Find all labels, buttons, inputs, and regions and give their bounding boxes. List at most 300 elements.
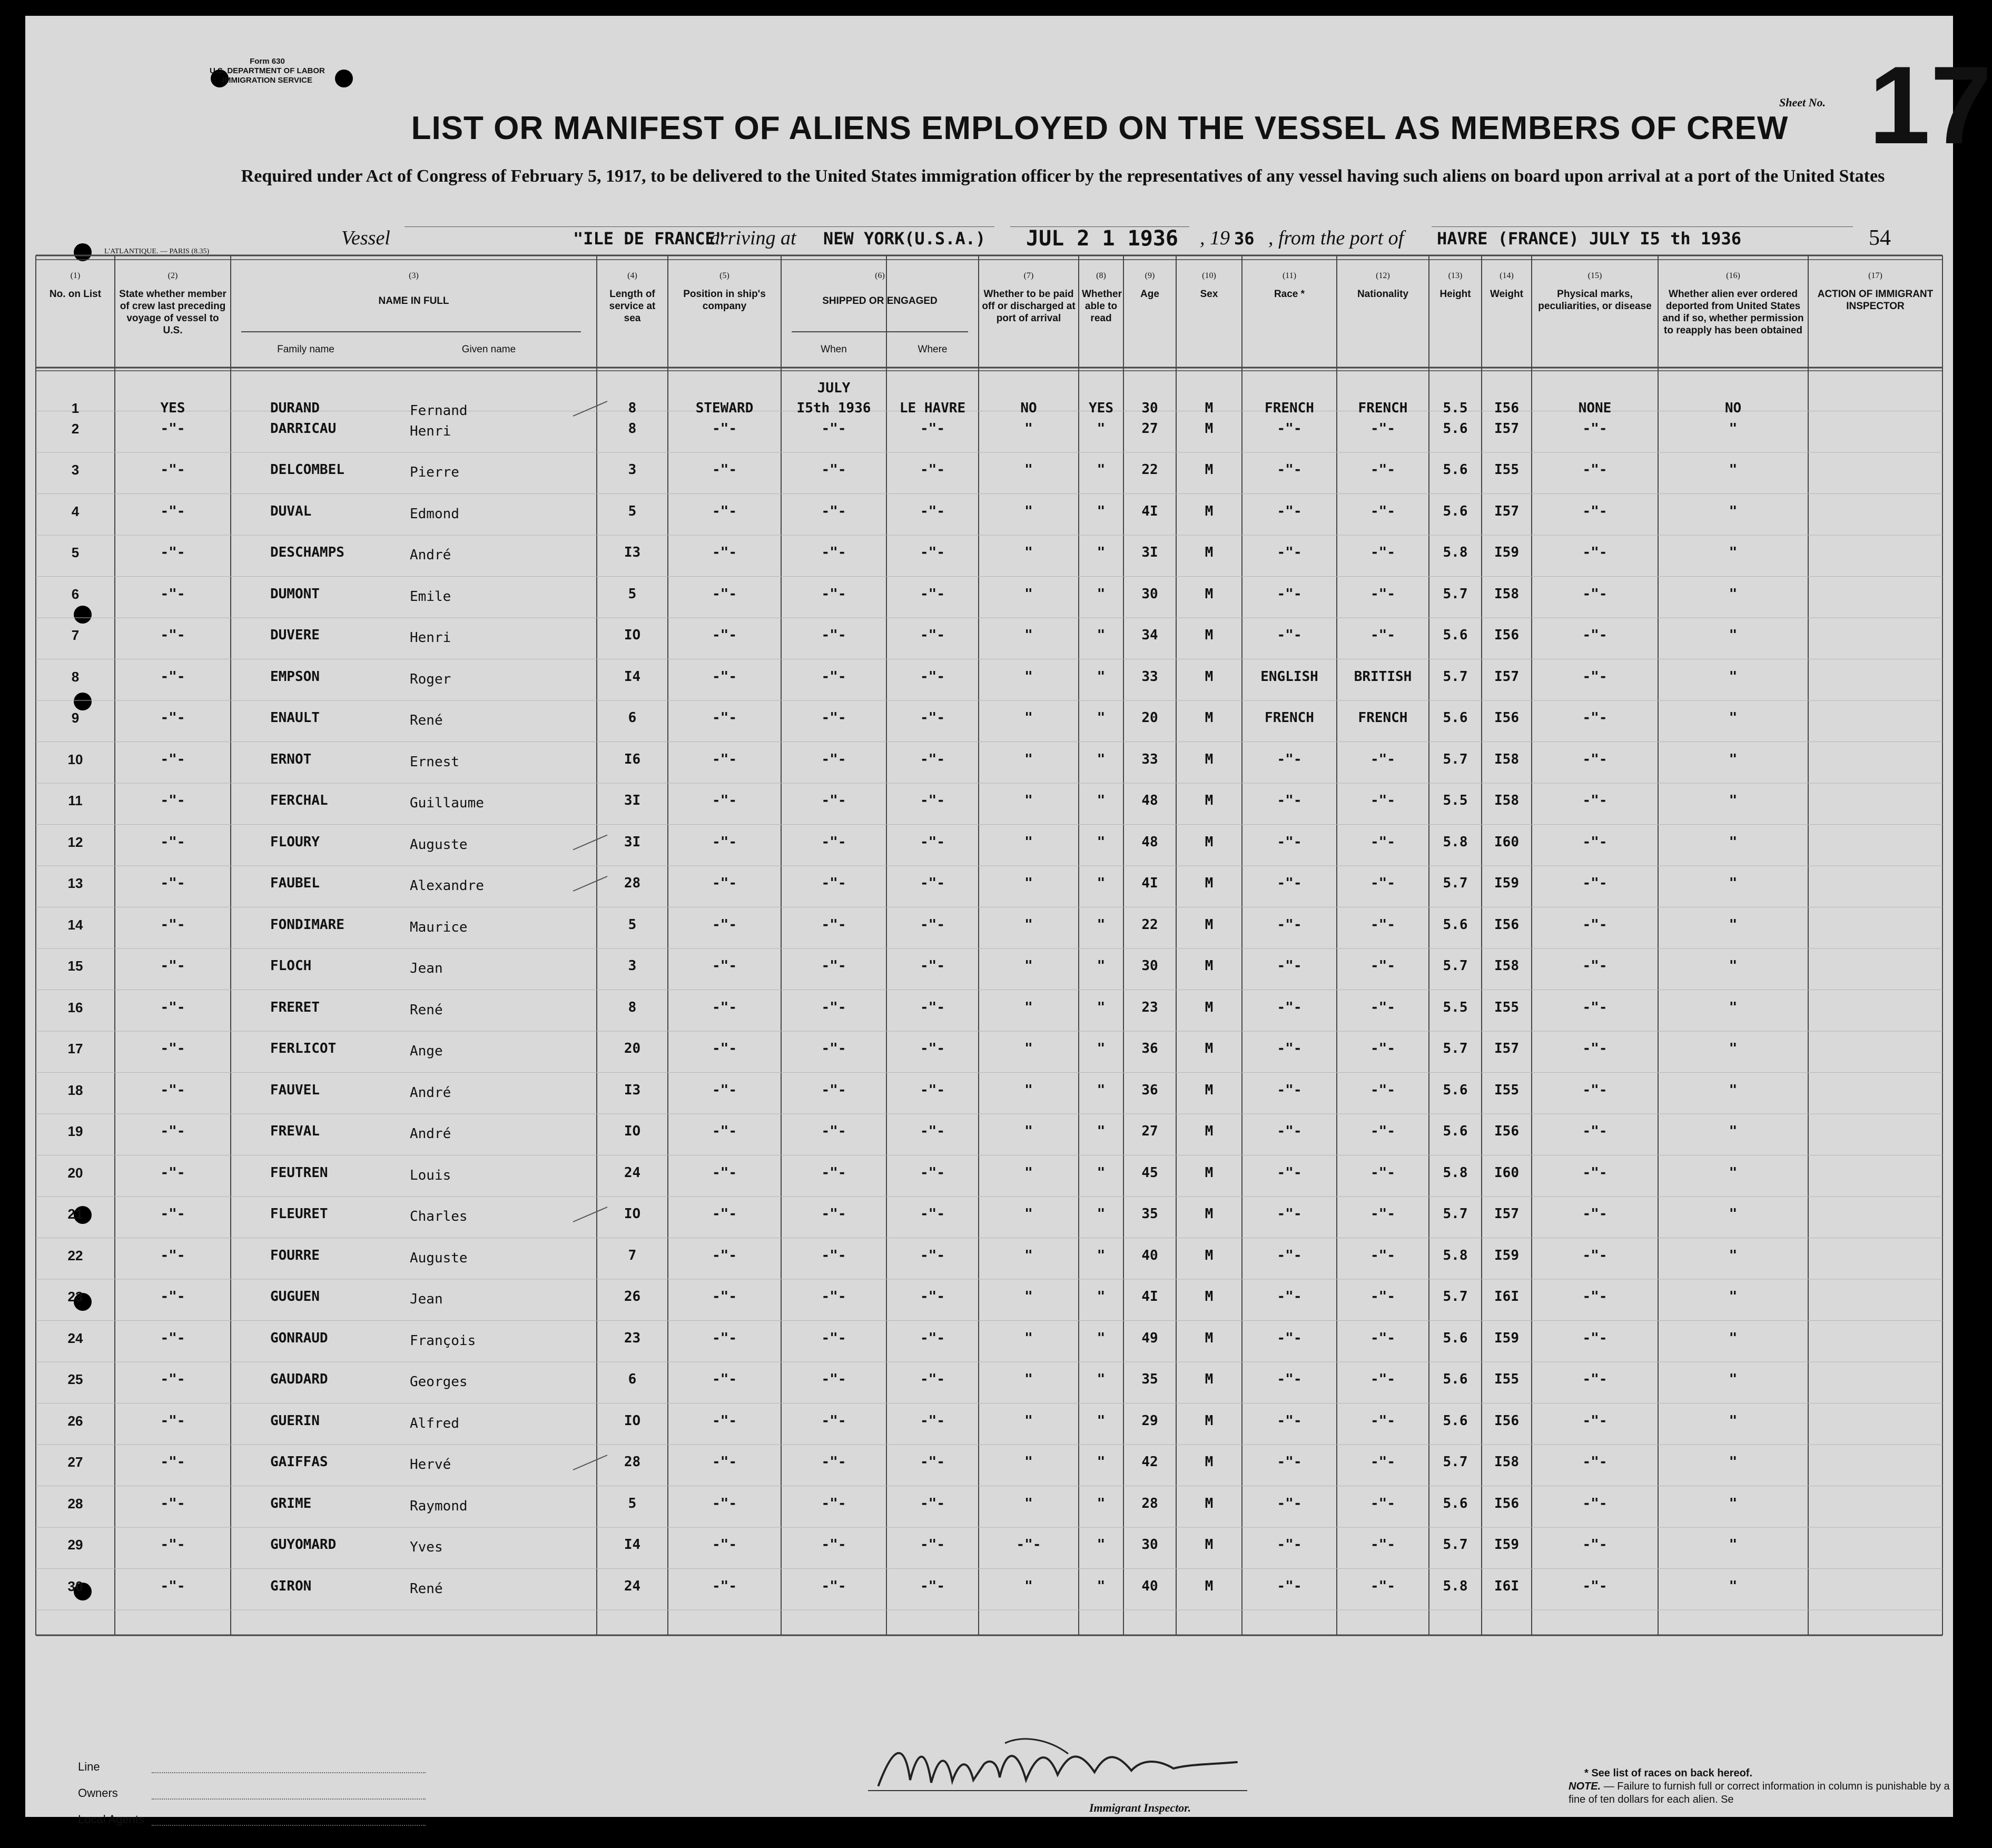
cell-marks: -"- [1582, 586, 1608, 602]
cell-weight: I58 [1494, 958, 1519, 974]
given-name: Alexandre [410, 878, 484, 894]
column-subheader: Given name [461, 344, 516, 355]
cell-deported: " [1729, 751, 1738, 767]
cell-deported: " [1729, 1371, 1738, 1387]
cell-position: -"- [712, 1330, 737, 1346]
cell-service: I4 [624, 1537, 641, 1553]
cell-when: -"- [821, 1412, 846, 1429]
column-number: (7) [1023, 271, 1034, 280]
cell-age: 48 [1141, 793, 1158, 808]
cell-when: -"- [821, 1371, 846, 1387]
cell-weight: I57 [1494, 503, 1519, 519]
cell-position: -"- [712, 1164, 737, 1181]
cell-prev: -"- [160, 958, 185, 974]
cell-race: -"- [1277, 1371, 1302, 1387]
cell-nationality: -"- [1370, 420, 1395, 437]
cell-position: -"- [712, 1454, 737, 1470]
cell-sex: M [1205, 400, 1214, 416]
cell-read: " [1097, 462, 1106, 478]
cell-age: 40 [1141, 1247, 1158, 1263]
row-number: 8 [71, 668, 80, 685]
cell-prev: -"- [160, 710, 185, 726]
cell-age: 30 [1141, 958, 1158, 974]
cell-deported: " [1729, 1206, 1738, 1222]
cell-position: -"- [712, 875, 737, 891]
cell-age: 28 [1141, 1495, 1158, 1511]
given-name: Pierre [410, 465, 459, 480]
cell-service: 5 [628, 916, 637, 933]
cell-prev: -"- [160, 1454, 185, 1470]
cell-read: " [1097, 916, 1106, 933]
cell-paid-off: " [1024, 1330, 1033, 1346]
cell-height: 5.6 [1443, 1082, 1468, 1098]
cell-nationality: -"- [1370, 1289, 1395, 1305]
cell-when: -"- [821, 916, 846, 933]
cell-sex: M [1205, 668, 1214, 685]
cell-nationality: -"- [1370, 1412, 1395, 1429]
cell-position: -"- [712, 1289, 737, 1305]
column-number: (4) [627, 271, 637, 280]
cell-paid-off: " [1024, 1412, 1033, 1429]
cell-prev: -"- [160, 627, 185, 643]
cell-when: -"- [821, 1330, 846, 1346]
cell-position: -"- [712, 503, 737, 519]
cell-deported: " [1729, 1578, 1738, 1594]
pencil-tick [573, 1455, 607, 1470]
cell-when: -"- [821, 1289, 846, 1305]
cell-deported: " [1729, 1330, 1738, 1346]
cell-paid-off: " [1024, 503, 1033, 519]
family-name: GUGUEN [270, 1289, 320, 1305]
cell-position: -"- [712, 1206, 737, 1222]
cell-marks: -"- [1582, 420, 1608, 437]
cell-deported: " [1729, 1454, 1738, 1470]
cell-nationality: FRENCH [1358, 400, 1408, 416]
cell-nationality: -"- [1370, 1454, 1395, 1470]
cell-deported: " [1729, 793, 1738, 808]
cell-race: -"- [1277, 1041, 1302, 1056]
column-number: (9) [1145, 271, 1155, 280]
cell-race: -"- [1277, 462, 1302, 478]
cell-marks: -"- [1582, 1206, 1608, 1222]
row-number: 10 [67, 751, 83, 767]
cell-service: IO [624, 627, 641, 643]
cell-height: 5.8 [1443, 1578, 1468, 1594]
cell-age: 30 [1141, 400, 1158, 416]
row-number: 16 [67, 999, 83, 1015]
cell-position: -"- [712, 1123, 737, 1139]
cell-race: -"- [1277, 958, 1302, 974]
cell-marks: -"- [1582, 668, 1608, 685]
cell-height: 5.6 [1443, 1330, 1468, 1346]
cell-position: -"- [712, 958, 737, 974]
row-number: 7 [71, 627, 80, 643]
note-label: NOTE. [1569, 1781, 1601, 1792]
cell-height: 5.7 [1443, 668, 1468, 685]
cell-read: " [1097, 751, 1106, 767]
column-header: Age [1140, 289, 1159, 300]
cell-nationality: -"- [1370, 462, 1395, 478]
cell-height: 5.7 [1443, 958, 1468, 974]
cell-service: 8 [628, 999, 637, 1015]
column-number: (15) [1587, 271, 1602, 280]
cell-prev: -"- [160, 420, 185, 437]
column-subheader: When [821, 344, 847, 355]
cell-prev: -"- [160, 545, 185, 560]
cell-service: I3 [624, 1082, 641, 1098]
cell-read: " [1097, 668, 1106, 685]
cell-age: 29 [1141, 1412, 1158, 1429]
cell-height: 5.7 [1443, 751, 1468, 767]
cell-deported: " [1729, 916, 1738, 933]
row-number: 22 [67, 1247, 83, 1263]
cell-paid-off: " [1024, 668, 1033, 685]
cell-race: -"- [1277, 586, 1302, 602]
column-header: NAME IN FULL [378, 295, 449, 307]
cell-read: " [1097, 834, 1106, 850]
given-name: René [410, 1580, 443, 1597]
cell-read: YES [1089, 400, 1113, 416]
cell-race: -"- [1277, 1082, 1302, 1098]
cell-service: 3 [628, 462, 637, 478]
cell-sex: M [1205, 1206, 1214, 1222]
cell-prev: -"- [160, 916, 185, 933]
cell-position: -"- [712, 1537, 737, 1553]
row-number: 13 [67, 875, 83, 891]
cell-when: -"- [821, 1082, 846, 1098]
cell-race: -"- [1277, 875, 1302, 891]
cell-deported: " [1729, 958, 1738, 974]
cell-where: -"- [920, 834, 945, 850]
cell-when: I5th 1936 [796, 400, 871, 416]
cell-marks: -"- [1582, 916, 1608, 933]
cell-when: -"- [821, 875, 846, 891]
cell-deported: " [1729, 710, 1738, 726]
cell-sex: M [1205, 916, 1214, 933]
sheet-number: 17 [1869, 43, 1992, 167]
cell-prev: -"- [160, 1495, 185, 1511]
family-name: DELCOMBEL [270, 462, 344, 478]
cell-nationality: -"- [1370, 999, 1395, 1015]
cell-prev: -"- [160, 751, 185, 767]
cell-position: -"- [712, 1495, 737, 1511]
row-number: 5 [71, 545, 80, 560]
family-name: FAUVEL [270, 1082, 320, 1098]
family-name: FONDIMARE [270, 916, 344, 933]
cell-read: " [1097, 958, 1106, 974]
family-name: FERLICOT [270, 1041, 337, 1056]
cell-service: I6 [624, 751, 641, 767]
cell-height: 5.8 [1443, 834, 1468, 850]
cell-marks: -"- [1582, 1371, 1608, 1387]
column-number: (17) [1868, 271, 1882, 280]
cell-where: -"- [920, 1578, 945, 1594]
cell-age: 30 [1141, 1537, 1158, 1553]
cell-where: -"- [920, 420, 945, 437]
cell-weight: I57 [1494, 420, 1519, 437]
cell-when: -"- [821, 462, 846, 478]
cell-race: -"- [1277, 1164, 1302, 1181]
cell-height: 5.8 [1443, 1247, 1468, 1263]
cell-weight: I56 [1494, 916, 1519, 933]
row-number: 9 [71, 710, 80, 726]
cell-sex: M [1205, 1578, 1214, 1594]
cell-deported: " [1729, 1247, 1738, 1263]
cell-position: -"- [712, 1041, 737, 1056]
column-subheader: Where [918, 344, 948, 355]
cell-prev: -"- [160, 503, 185, 519]
row-number: 2 [71, 420, 80, 437]
cell-deported: " [1729, 1537, 1738, 1553]
cell-weight: I58 [1494, 751, 1519, 767]
cell-read: " [1097, 1082, 1106, 1098]
given-name: Henri [410, 423, 451, 439]
cell-service: 24 [624, 1164, 641, 1181]
cell-read: " [1097, 710, 1106, 726]
cell-when: -"- [821, 793, 846, 808]
cell-nationality: -"- [1370, 1206, 1395, 1222]
cell-race: -"- [1277, 420, 1302, 437]
column-header: Race * [1274, 289, 1305, 300]
cell-weight: I57 [1494, 1206, 1519, 1222]
cell-paid-off: " [1024, 586, 1033, 602]
cell-age: 36 [1141, 1041, 1158, 1056]
cell-where: -"- [920, 462, 945, 478]
given-name: Jean [410, 961, 443, 976]
cell-height: 5.6 [1443, 627, 1468, 643]
cell-age: 45 [1141, 1164, 1158, 1181]
cell-sex: M [1205, 545, 1214, 560]
cell-height: 5.7 [1443, 875, 1468, 891]
cell-deported: " [1729, 668, 1738, 685]
cell-deported: " [1729, 1412, 1738, 1429]
cell-paid-off: -"- [1016, 1537, 1041, 1553]
cell-weight: I58 [1494, 586, 1519, 602]
given-name: Charles [410, 1209, 468, 1224]
cell-position: -"- [712, 1247, 737, 1263]
cell-position: -"- [712, 420, 737, 437]
cell-paid-off: " [1024, 834, 1033, 850]
family-name: GUYOMARD [270, 1537, 337, 1553]
row-number: 14 [67, 916, 83, 933]
cell-age: 42 [1141, 1454, 1158, 1470]
cell-age: 4I [1141, 1289, 1158, 1305]
cell-where: -"- [920, 751, 945, 767]
cell-when: -"- [821, 627, 846, 643]
cell-height: 5.6 [1443, 1412, 1468, 1429]
cell-age: 22 [1141, 462, 1158, 478]
column-header: Nationality [1357, 289, 1409, 300]
cell-height: 5.8 [1443, 1164, 1468, 1181]
family-name: FOURRE [270, 1247, 320, 1263]
given-name: André [410, 1084, 451, 1101]
row-number: 4 [71, 503, 80, 519]
manifest-sheet [25, 16, 1992, 1826]
cell-sex: M [1205, 586, 1214, 602]
cell-marks: -"- [1582, 1537, 1608, 1553]
cell-height: 5.7 [1443, 1537, 1468, 1553]
cell-nationality: BRITISH [1354, 668, 1412, 685]
column-header: No. on List [49, 289, 102, 300]
cell-sex: M [1205, 793, 1214, 808]
cell-nationality: -"- [1370, 1082, 1395, 1098]
cell-marks: -"- [1582, 875, 1608, 891]
cell-service: IO [624, 1206, 641, 1222]
row-number: 18 [67, 1082, 83, 1098]
family-name: FAUBEL [270, 875, 320, 891]
family-name: GAUDARD [270, 1371, 328, 1387]
cell-nationality: -"- [1370, 958, 1395, 974]
cell-sex: M [1205, 1164, 1214, 1181]
cell-read: " [1097, 545, 1106, 560]
cell-race: -"- [1277, 1495, 1302, 1511]
cell-deported: " [1729, 1289, 1738, 1305]
cell-service: 28 [624, 875, 641, 891]
cell-where: -"- [920, 1412, 945, 1429]
cell-nationality: -"- [1370, 1164, 1395, 1181]
given-name: Jean [410, 1291, 443, 1307]
cell-service: IO [624, 1412, 641, 1429]
cell-age: 22 [1141, 916, 1158, 933]
cell-prev: -"- [160, 586, 185, 602]
cell-deported: " [1729, 1123, 1738, 1139]
cell-read: " [1097, 1206, 1106, 1222]
cell-when: -"- [821, 1495, 846, 1511]
cell-weight: I6I [1494, 1289, 1519, 1305]
given-name: Raymond [410, 1498, 468, 1514]
cell-sex: M [1205, 751, 1214, 767]
cell-when: -"- [821, 1247, 846, 1263]
column-header: ACTION OF IMMIGRANT INSPECTOR [1817, 289, 1934, 312]
cell-age: 35 [1141, 1371, 1158, 1387]
cell-age: 20 [1141, 710, 1158, 726]
cell-service: 7 [628, 1247, 637, 1263]
given-name: René [410, 713, 443, 728]
cell-sex: M [1205, 1041, 1214, 1056]
cell-where: -"- [920, 1123, 945, 1139]
row-number: 6 [71, 586, 80, 602]
cell-read: " [1097, 999, 1106, 1015]
year-prefix: , 19 [1200, 227, 1230, 249]
cell-weight: I56 [1494, 1412, 1519, 1429]
cell-when: -"- [821, 999, 846, 1015]
row-number: 11 [68, 793, 83, 808]
cell-service: 6 [628, 710, 637, 726]
cell-prev: -"- [160, 462, 185, 478]
cell-sex: M [1205, 710, 1214, 726]
fine-note [1569, 1780, 1953, 1806]
row-number: 21 [67, 1206, 83, 1222]
cell-where: -"- [920, 916, 945, 933]
column-number: (5) [719, 271, 729, 280]
cell-weight: I59 [1494, 545, 1519, 560]
column-number: (14) [1500, 271, 1514, 280]
cell-where: -"- [920, 1041, 945, 1056]
cell-service: 3 [628, 958, 637, 974]
cell-where: -"- [920, 793, 945, 808]
cell-sex: M [1205, 1123, 1214, 1139]
cell-weight: I59 [1494, 1330, 1519, 1346]
cell-height: 5.7 [1443, 1454, 1468, 1470]
cell-paid-off: " [1024, 420, 1033, 437]
given-name: Roger [410, 671, 451, 687]
cell-race: FRENCH [1265, 400, 1314, 416]
cell-service: 5 [628, 503, 637, 519]
cell-when: -"- [821, 586, 846, 602]
cell-position: -"- [712, 545, 737, 560]
column-number: (1) [70, 271, 81, 280]
row-number: 26 [67, 1412, 83, 1429]
given-name: Ernest [410, 754, 459, 770]
cell-read: " [1097, 1330, 1106, 1346]
cell-nationality: -"- [1370, 1495, 1395, 1511]
family-name: EMPSON [270, 668, 320, 685]
races-note: * See list of races on back hereof. [1584, 1767, 1753, 1779]
cell-when: -"- [821, 958, 846, 974]
cell-position: -"- [712, 751, 737, 767]
column-header: Position in ship's company [683, 289, 766, 312]
cell-weight: I57 [1494, 668, 1519, 685]
cell-marks: -"- [1582, 1041, 1608, 1056]
cell-nationality: -"- [1370, 627, 1395, 643]
cell-paid-off: NO [1020, 400, 1037, 416]
cell-read: " [1097, 420, 1106, 437]
cell-age: 40 [1141, 1578, 1158, 1594]
given-name: Auguste [410, 1250, 468, 1266]
cell-where: -"- [920, 875, 945, 891]
column-header: Length of service at sea [609, 289, 656, 324]
cell-where: -"- [920, 1454, 945, 1470]
cell-paid-off: " [1024, 627, 1033, 643]
cell-age: 33 [1141, 668, 1158, 685]
cell-height: 5.7 [1443, 586, 1468, 602]
cell-race: -"- [1277, 545, 1302, 560]
cell-read: " [1097, 1164, 1106, 1181]
cell-where: -"- [920, 1495, 945, 1511]
cell-marks: -"- [1582, 1289, 1608, 1305]
family-name: GONRAUD [270, 1330, 328, 1346]
cell-paid-off: " [1024, 793, 1033, 808]
cell-service: 8 [628, 420, 637, 437]
cell-service: I3 [624, 545, 641, 560]
cell-marks: -"- [1582, 999, 1608, 1015]
cell-race: FRENCH [1265, 710, 1314, 726]
cell-sex: M [1205, 1371, 1214, 1387]
cell-marks: -"- [1582, 710, 1608, 726]
cell-race: -"- [1277, 1454, 1302, 1470]
cell-age: 48 [1141, 834, 1158, 850]
cell-age: 34 [1141, 627, 1158, 643]
column-number: (11) [1282, 271, 1297, 280]
cell-when: -"- [821, 503, 846, 519]
cell-marks: -"- [1582, 1412, 1608, 1429]
cell-prev: -"- [160, 1537, 185, 1553]
cell-paid-off: " [1024, 1206, 1033, 1222]
cell-prev: -"- [160, 1123, 185, 1139]
cell-position: -"- [712, 1578, 737, 1594]
cell-race: -"- [1277, 834, 1302, 850]
cell-deported: " [1729, 834, 1738, 850]
cell-sex: M [1205, 503, 1214, 519]
from-port: HAVRE (FRANCE) JULY I5 th 1936 [1437, 229, 1741, 249]
cell-age: 33 [1141, 751, 1158, 767]
cell-service: 5 [628, 1495, 637, 1511]
cell-prev: -"- [160, 875, 185, 891]
cell-weight: I60 [1494, 1164, 1519, 1181]
cell-prev: -"- [160, 1082, 185, 1098]
cell-paid-off: " [1024, 1371, 1033, 1387]
cell-sex: M [1205, 1289, 1214, 1305]
